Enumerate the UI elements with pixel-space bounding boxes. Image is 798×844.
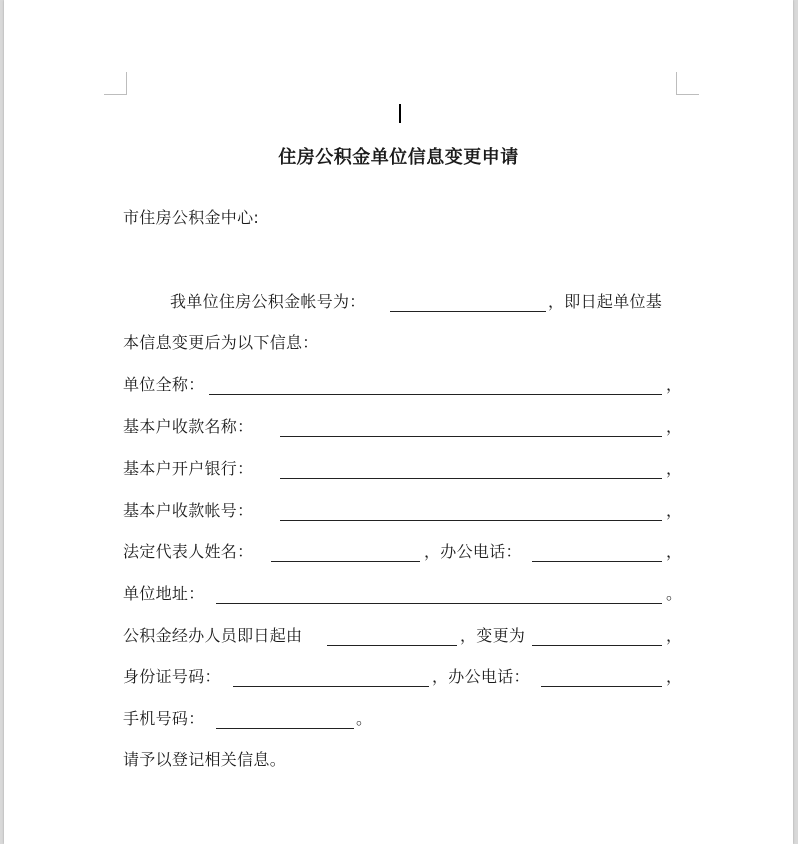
legal-rep-label: 法定代表人姓名： bbox=[123, 542, 254, 561]
margin-corner-top-left bbox=[104, 72, 127, 95]
office-phone2-blank[interactable] bbox=[541, 686, 662, 687]
legal-rep-blank[interactable] bbox=[271, 561, 420, 562]
para1-line2: 本信息变更后为以下信息： bbox=[123, 333, 319, 352]
comma: ， bbox=[666, 542, 683, 561]
bank-blank[interactable] bbox=[280, 478, 662, 479]
period: 。 bbox=[666, 584, 683, 603]
comma: ， bbox=[666, 667, 683, 686]
comma: ， bbox=[666, 626, 683, 645]
handler-new-blank[interactable] bbox=[532, 645, 662, 646]
comma: ， bbox=[666, 375, 683, 394]
closing-text: 请予以登记相关信息。 bbox=[123, 750, 287, 769]
document-title: 住房公积金单位信息变更申请 bbox=[278, 147, 519, 168]
address-blank[interactable] bbox=[216, 603, 662, 604]
office-phone-label: ，办公电话： bbox=[424, 542, 522, 561]
comma: ， bbox=[666, 501, 683, 520]
handler-old-blank[interactable] bbox=[327, 645, 457, 646]
address-label: 单位地址： bbox=[123, 584, 205, 603]
account-label: 基本户收款帐号： bbox=[123, 501, 254, 520]
id-number-label: 身份证号码： bbox=[123, 667, 221, 686]
mobile-label: 手机号码： bbox=[123, 709, 205, 728]
handler-label: 公积金经办人员即日起由 bbox=[123, 626, 303, 645]
text-cursor bbox=[399, 104, 401, 123]
salutation: 市住房公积金中心: bbox=[123, 208, 260, 227]
account-blank[interactable] bbox=[280, 520, 662, 521]
document-page bbox=[4, 0, 793, 844]
office-phone-label: ，办公电话： bbox=[432, 667, 530, 686]
para1-after: ，即日起单位基 bbox=[548, 292, 663, 311]
comma: ， bbox=[666, 459, 683, 478]
mobile-blank[interactable] bbox=[216, 728, 354, 729]
changed-to-label: ，变更为 bbox=[460, 626, 526, 645]
unit-name-blank[interactable] bbox=[209, 394, 662, 395]
payee-name-label: 基本户收款名称： bbox=[123, 417, 254, 436]
bank-label: 基本户开户银行： bbox=[123, 459, 254, 478]
unit-name-label: 单位全称： bbox=[123, 375, 205, 394]
account-number-blank[interactable] bbox=[390, 311, 546, 312]
office-phone-blank[interactable] bbox=[532, 561, 662, 562]
margin-corner-top-right bbox=[676, 72, 699, 95]
para1-start: 我单位住房公积金帐号为： bbox=[170, 292, 366, 311]
id-number-blank[interactable] bbox=[233, 686, 429, 687]
period: 。 bbox=[356, 709, 373, 728]
payee-name-blank[interactable] bbox=[280, 436, 662, 437]
comma: ， bbox=[666, 417, 683, 436]
